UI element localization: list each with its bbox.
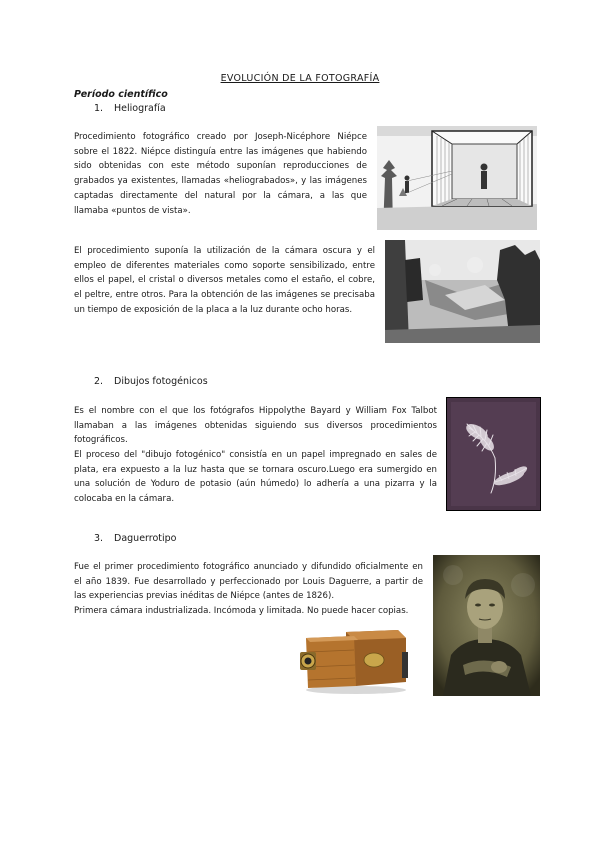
daguerreotype-portrait-image (433, 555, 540, 696)
photogenic-drawing-image (446, 397, 541, 511)
document-title: EVOLUCIÓN DE LA FOTOGRAFÍA (220, 73, 380, 84)
daguerrotipo-paragraph-2: Primera cámara industrializada. Incómoda y limitada. No puede hacer copias. (74, 606, 409, 616)
section-title: Daguerrotipo (114, 533, 177, 544)
section-heading-dibujos (94, 376, 208, 387)
period-subtitle: Período científico (74, 89, 168, 100)
daguerreotype-camera-image (298, 622, 410, 696)
section-title: Dibujos fotogénicos (114, 376, 208, 387)
dibujos-paragraph-2: El proceso del "dibujo fotogénico" consistía en un papel impregnado en sales de plata, era expuesto a la luz hasta que se tornara oscuro.Luego era sumergido en una solución de Yoduro de potasio (aún húmedo) lo adhería a una pizarra y la colocaba en la cámara. (74, 450, 437, 505)
section-number: 2. (94, 376, 104, 387)
dibujos-paragraph-1: Es el nombre con el que los fotógrafos Hippolythe Bayard y William Fox Talbot llamaban a las imágenes obtenidas siguiendo sus diversos procedimientos fotográficos. (74, 406, 437, 446)
section-number: 3. (94, 533, 104, 544)
section-heading-heliografia (94, 103, 166, 114)
section-title: Heliografía (114, 103, 166, 114)
section-number: 1. (94, 103, 104, 114)
section-heading-daguerrotipo (94, 533, 177, 544)
heliografia-paragraph-2: El procedimiento suponía la utilización de la cámara oscura y el empleo de diferentes materiales como soporte sensibilizado, entre ellos el papel, el cristal o diversos metales como el estaño, el cobre, el peltre, entre otros. Para la obtención de las imágenes se precisaba un tiempo de exposición de la placa a la luz durante ocho horas. (74, 246, 375, 315)
camera-obscura-engraving-image (377, 126, 537, 230)
daguerrotipo-paragraph-1: Fue el primer procedimiento fotográfico anunciado y difundido oficialmente en el año 1839. Fue desarrollado y perfeccionado por Louis Daguerre, a partir de las experiencias previas inéditas de Niépce (antes de 1826). (74, 562, 423, 602)
heliografia-paragraph-1: Procedimiento fotográfico creado por Joseph-Nicéphore Niépce sobre el 1822. Niépce distinguía entre las imágenes que habiendo sido obtenidas con este método suponían reproducciones de grabados ya existentes, llamadas «heliograbados», y las imágenes captadas directamente del natural por la cámara, a las que llamaba «puntos de vista». (74, 132, 367, 216)
niepce-heliograph-image (385, 240, 540, 343)
